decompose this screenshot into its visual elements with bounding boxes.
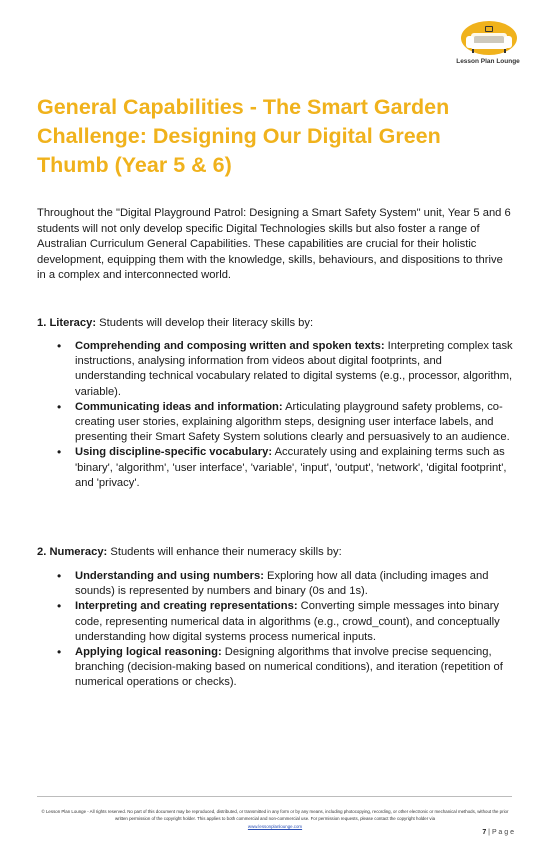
- sofa-logo-icon: [458, 20, 520, 58]
- item-heading: Communicating ideas and information:: [75, 400, 283, 413]
- page-number-value: 7: [482, 829, 487, 836]
- item-heading: Understanding and using numbers:: [75, 570, 264, 582]
- list-item: [57, 645, 513, 691]
- logo-text: Lesson Plan Lounge: [456, 58, 520, 65]
- item-text: Exploring how all data (including images and sounds) is represented by numbers and binary (0s and 1s).: [75, 570, 489, 598]
- section-number-label: 2. Numeracy:: [37, 546, 108, 558]
- section-number-label: 1. Literacy:: [37, 317, 97, 329]
- section-lead-text: Students will enhance their numeracy skills by:: [107, 546, 342, 558]
- item-text: Interpreting complex task instructions, analysing information from videos about digital footprints, and understanding technical vocabulary related to digital systems (e.g., processor, algorithm, variable).: [75, 340, 513, 398]
- literacy-heading: [37, 316, 313, 331]
- item-heading: Using discipline-specific vocabulary:: [75, 446, 273, 459]
- item-text: Converting simple messages into binary code, representing numerical data in algorithms (e.g., crowd_count), and conceptually understanding how digital systems process numerical inputs.: [75, 600, 500, 643]
- list-item: [57, 400, 513, 446]
- list-item: [57, 599, 513, 645]
- page-word: P a g e: [491, 829, 514, 836]
- list-item: [57, 445, 513, 491]
- footer-website-link[interactable]: www.lessonplanlounge.com: [247, 823, 303, 829]
- item-heading: Interpreting and creating representations:: [75, 600, 298, 613]
- list-item: [57, 339, 513, 400]
- lesson-plan-lounge-logo: [454, 20, 522, 76]
- item-text: Articulating playground safety problems, co-creating user stories, explaining algorithm steps, designing user interface labels, and presenting their Smart Safety System solutions clearly and persuasively to an audience.: [75, 400, 510, 444]
- footer-copyright: [40, 808, 510, 830]
- numeracy-list: [57, 569, 513, 691]
- page-number: [470, 829, 514, 836]
- item-text: Accurately using and explaining terms such as 'binary', 'algorithm', 'user interface', 'variable', 'input', 'output', 'network', 'digital footprint', and 'privacy'.: [75, 446, 507, 489]
- numeracy-heading: [37, 545, 342, 560]
- item-text: Designing algorithms that involve precise sequencing, branching (decision-making based on numerical conditions), and iteration (repetition of numerical operations or checks).: [75, 646, 503, 689]
- copyright-text: © Lesson Plan Lounge - All rights reserved. No part of this document may be reproduced, distributed, or transmitted in any form or by any means, including photocopying, recording, or other electronic or mechanical methods, without the prior written permission of the copyright holder. This applies to both commercial and non-commercial use. For permission requests, please contact the copyright holder via: [41, 809, 509, 822]
- intro-paragraph: Throughout the "Digital Playground Patrol: Designing a Smart Safety System" unit, Year 5 and 6 students will not only develop specific Digital Technologies skills but also foster a range of Australian Curriculum General Capabilities. These capabilities are crucial for their holistic development, equipping them with the knowledge, skills, behaviours, and dispositions to thrive in a complex and interconnected world.: [37, 207, 511, 281]
- section-lead-text: Students will develop their literacy skills by:: [96, 317, 314, 329]
- item-heading: Applying logical reasoning:: [75, 646, 222, 659]
- literacy-list: [57, 339, 513, 491]
- footer-divider: [37, 796, 512, 797]
- page-title: General Capabilities - The Smart Garden Challenge: Designing Our Digital Green Thumb (Year 5 & 6): [37, 95, 450, 177]
- item-heading: Comprehending and composing written and spoken texts:: [75, 340, 385, 352]
- page-separator: |: [486, 829, 492, 836]
- list-item: [57, 569, 513, 599]
